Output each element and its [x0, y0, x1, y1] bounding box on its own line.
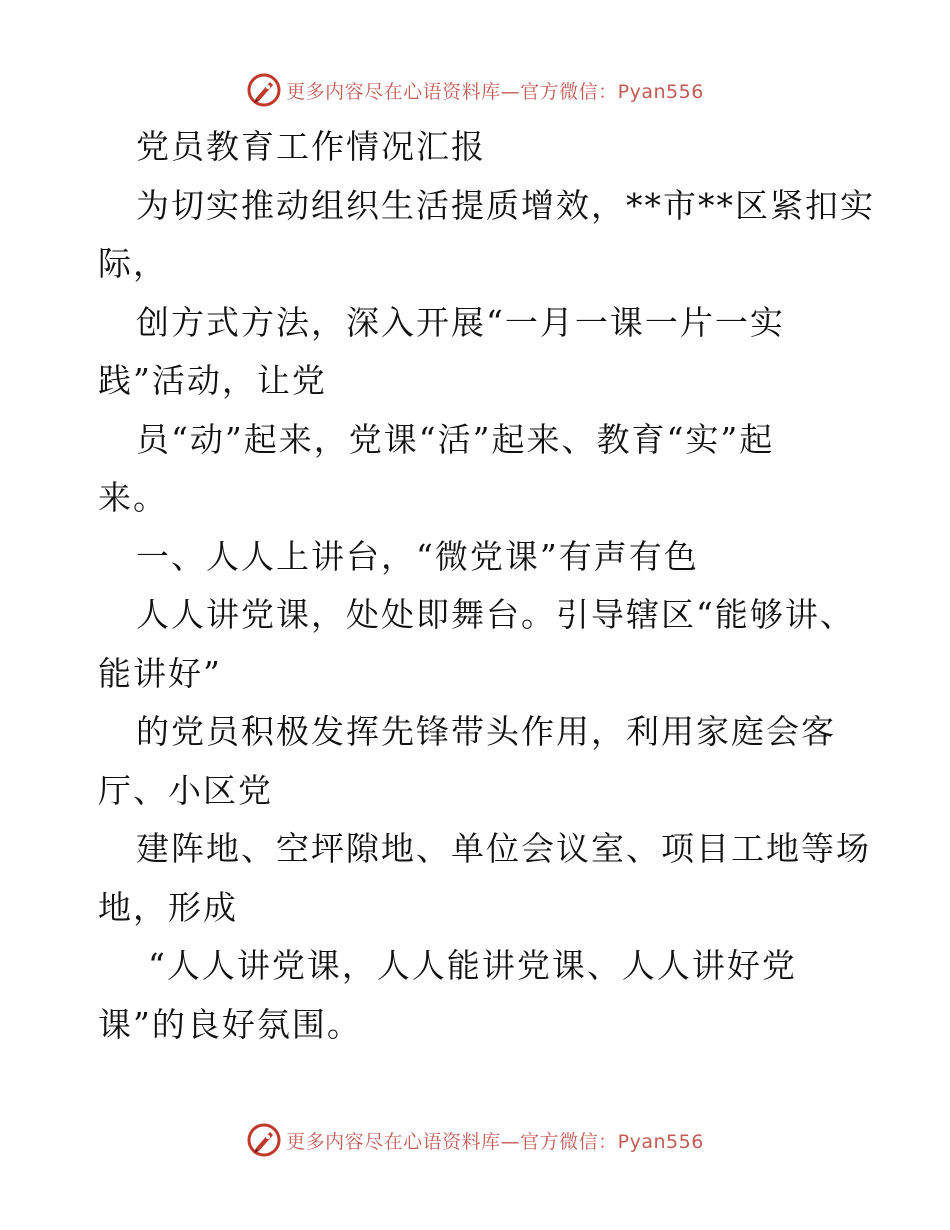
- paragraph-line: 建阵地、空坪隙地、单位会议室、项目工地等场: [136, 829, 871, 868]
- watermark-text: 更多内容尽在心语资料库—官方微信：Pyan556: [286, 80, 704, 103]
- paragraph-line: 地，形成: [98, 887, 238, 927]
- paragraph-line: 能讲好”: [98, 653, 222, 693]
- footer-watermark: [0, 1120, 950, 1160]
- watermark-text: 更多内容尽在心语资料库—官方微信：Pyan556: [286, 1130, 704, 1153]
- pen-logo-icon: [246, 1122, 282, 1158]
- section-heading: 一、人人上讲台，“微党课”有声有色: [136, 536, 699, 576]
- paragraph-line: 践”活动，让党: [98, 361, 327, 400]
- paragraph-line: 际，: [98, 244, 168, 283]
- paragraph-line: 来。: [98, 478, 168, 517]
- pen-logo-icon: [246, 72, 282, 108]
- paragraph-line: 人人讲党课，处处即舞台。引导辖区“能够讲、: [136, 595, 855, 634]
- paragraph-line: 的党员积极发挥先锋带头作用，利用家庭会客: [136, 712, 836, 751]
- paragraph-line: “人人讲党课，人人能讲党课、人人讲好党: [148, 946, 797, 985]
- paragraph-line: 课”的良好氛围。: [98, 1004, 362, 1044]
- header-watermark: [0, 70, 950, 110]
- paragraph-line: 厅、小区党: [98, 770, 273, 810]
- document-body: [98, 118, 875, 1054]
- paragraph-line: 为切实推动组织生活提质增效，**市**区紧扣实: [136, 185, 875, 225]
- paragraph-line: 员“动”起来，党课“活”起来、教育“实”起: [136, 419, 775, 459]
- document-title: 党员教育工作情况汇报: [136, 127, 486, 166]
- paragraph-line: 创方式方法，深入开展“一月一课一片一实: [136, 302, 785, 342]
